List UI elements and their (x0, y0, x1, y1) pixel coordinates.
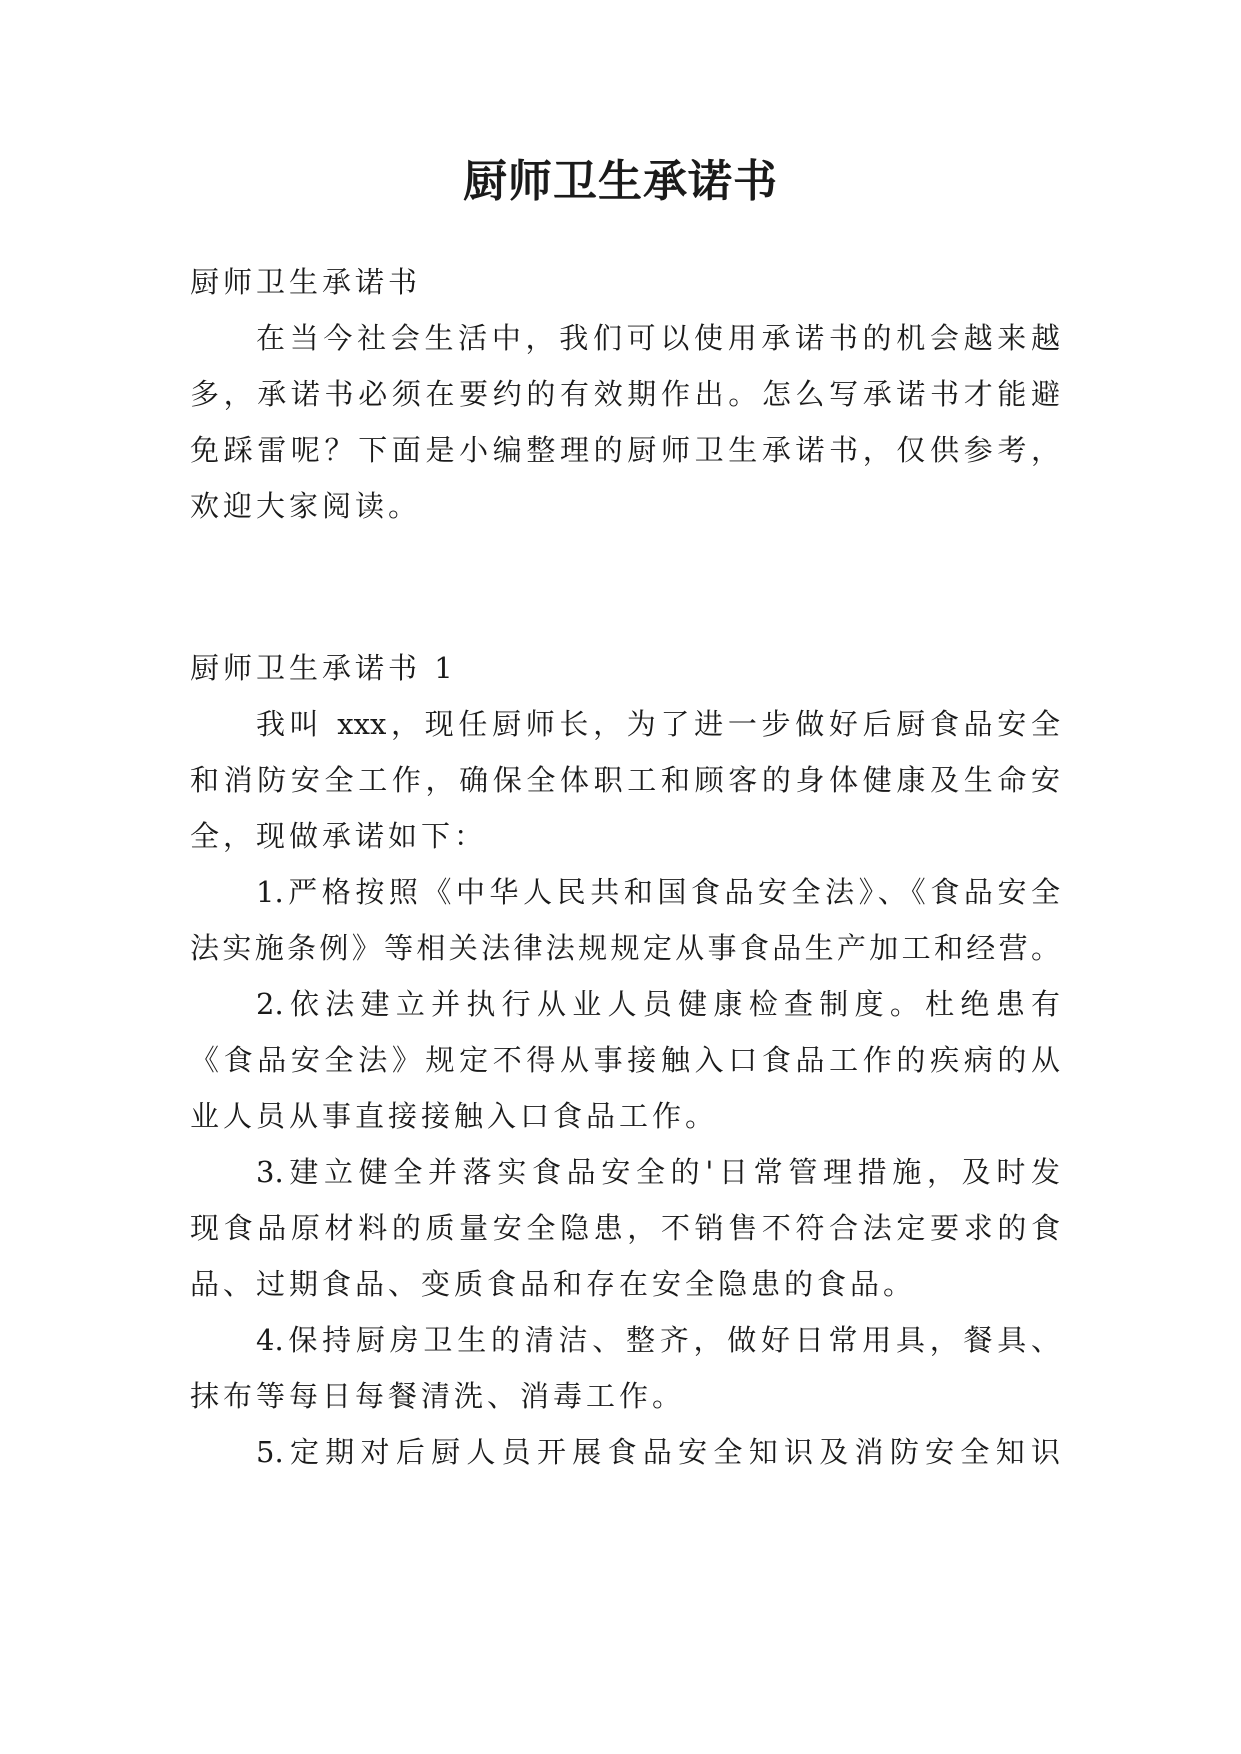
text-line: 1.严格按照《中华人民共和国食品安全法》、《食品安全 (256, 875, 1060, 909)
text-line: 抹布等每日每餐清洗、消毒工作。 (190, 1379, 686, 1413)
text-line: 业人员从事直接接触入口食品工作。 (190, 1099, 719, 1133)
text-line: 2.依法建立并执行从业人员健康检查制度。杜绝患有 (256, 987, 1060, 1021)
text-line: 4.保持厨房卫生的清洁、整齐，做好日常用具，餐具、 (256, 1323, 1060, 1357)
text-line: 在当今社会生活中，我们可以使用承诺书的机会越来越 (256, 321, 1060, 355)
section-heading: 厨师卫生承诺书 1 (190, 651, 457, 685)
text-line: 我叫 xxx，现任厨师长，为了进一步做好后厨食品安全 (256, 707, 1060, 741)
text-line: 多，承诺书必须在要约的有效期作出。怎么写承诺书才能避 (190, 377, 1060, 411)
text-line: 3.建立健全并落实食品安全的'日常管理措施，及时发 (256, 1155, 1060, 1189)
subheading: 厨师卫生承诺书 (190, 265, 422, 299)
document-title: 厨师卫生承诺书 (463, 156, 778, 207)
text-line: 《食品安全法》规定不得从事接触入口食品工作的疾病的从 (190, 1043, 1060, 1077)
text-line: 欢迎大家阅读。 (190, 489, 422, 523)
text-line: 法实施条例》等相关法律法规规定从事食品生产加工和经营。 (190, 931, 1060, 965)
text-line: 5.定期对后厨人员开展食品安全知识及消防安全知识 (256, 1435, 1060, 1469)
text-line: 免踩雷呢？下面是小编整理的厨师卫生承诺书，仅供参考， (190, 433, 1060, 467)
text-line: 现食品原材料的质量安全隐患，不销售不符合法定要求的食 (190, 1211, 1060, 1245)
text-line: 和消防安全工作，确保全体职工和顾客的身体健康及生命安 (190, 763, 1060, 797)
text-line: 品、过期食品、变质食品和存在安全隐患的食品。 (190, 1267, 917, 1301)
text-line: 全，现做承诺如下： (190, 819, 488, 853)
